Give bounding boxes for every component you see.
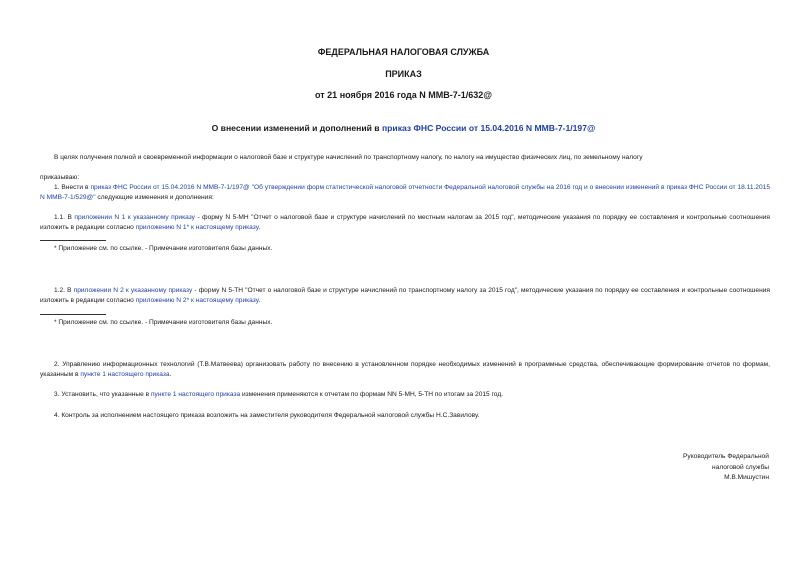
footnote-1: * Приложение см. по ссылке. - Примечание изготовителя базы данных. — [54, 245, 273, 252]
item-1-2 — [40, 286, 770, 306]
item-1-1-link-appendix[interactable]: приложении N 1 к указанному приказу — [74, 214, 195, 221]
item-1-prefix: 1. Внести в — [54, 184, 91, 191]
doc-date-number: от 21 ноября 2016 года N ММВ-7-1/632@ — [315, 90, 492, 100]
intro-paragraph: В целях получения полной и своевременной информации о налоговой базе и структуре начислений по транспортному налогу, по налогу на имущество физических лиц, по земельному налогу — [54, 154, 643, 161]
agency-name: ФЕДЕРАЛЬНАЯ НАЛОГОВАЯ СЛУЖБА — [317, 47, 490, 57]
signature-position: Руководитель Федеральной — [683, 453, 769, 460]
signature-agency: налоговой службы — [712, 463, 769, 471]
item-1-2-text: - форму N 5-ТН "Отчет о налоговой базе и структуре начислений по транспортному налогу за 2015 год", методические указания по порядку ее составления и контрольные соотношения изложить в редакции согласно — [40, 287, 770, 304]
item-4: 4. Контроль за исполнением настоящего приказа возложить на заместителя руководителя Федеральной налоговой службы Н.С.Завилову. — [54, 412, 480, 419]
item-1-1-suffix: . — [258, 224, 261, 231]
item-1-2-link-new-appendix[interactable]: приложению N 2* к настоящему приказу — [135, 297, 259, 304]
item-1-2-suffix: . — [258, 297, 261, 304]
item-1 — [40, 183, 770, 203]
signature-block — [683, 452, 769, 484]
item-2 — [40, 360, 770, 380]
item-1-suffix: следующие изменения и дополнения: — [95, 194, 214, 201]
item-3 — [40, 390, 770, 400]
item-1-2-link-appendix[interactable]: приложении N 2 к указанному приказу — [73, 287, 193, 294]
item-1-1-link-new-appendix[interactable]: приложению N 1* к настоящему приказу — [135, 224, 259, 231]
item-2-link[interactable]: пункте 1 настоящего приказа — [80, 371, 170, 378]
item-1-1-prefix: 1.1. В — [54, 214, 75, 221]
item-3-link[interactable]: пункте 1 настоящего приказа — [150, 391, 241, 398]
signature-name: М.В.Мишустин — [724, 474, 769, 481]
title-link[interactable]: приказ ФНС России от 15.04.2016 N ММВ-7-1/197@ — [381, 123, 596, 133]
doc-type: ПРИКАЗ — [385, 69, 422, 79]
item-3-suffix: изменения применяются к отчетам по формам NN 5-МН, 5-ТН по итогам за 2015 год. — [240, 391, 504, 398]
footnote-divider — [40, 314, 106, 315]
item-2-suffix: . — [169, 371, 172, 378]
item-1-1 — [40, 213, 770, 233]
item-1-1-text: - форму N 5-МН "Отчет о налоговой базе и структуре начислений по местным налогам за 2015 год", методические указания по порядку ее составления и контрольные соотношения изложить в редакции согласно — [40, 214, 771, 231]
item-1-link-title[interactable]: "Об утверждении форм статистической налоговой отчетности Федеральной налоговой службы на 2016 год и о внесении изменений в приказ ФНС России от 18.11.2015 N ММВ-7-1/529@" — [40, 184, 770, 201]
footnote-2: * Приложение см. по ссылке. - Примечание изготовителя базы данных. — [54, 319, 273, 326]
item-2-prefix: 2. Управлению информационных технологий (Т.В.Матвеева) организовать работу по внесению в установленном порядке необходимых изменений в программные средства, обеспечивающие формирование отчетов по формам, указанным в — [40, 361, 770, 378]
footnote-divider — [40, 240, 106, 241]
item-1-link-order[interactable]: приказ ФНС России от 15.04.2016 N ММВ-7-1/197@ — [90, 184, 250, 191]
title-prefix: О внесении изменений и дополнений в — [211, 123, 382, 133]
item-3-prefix: 3. Установить, что указанные в — [54, 391, 151, 398]
document-title — [0, 123, 807, 133]
order-word: приказываю: — [40, 174, 80, 181]
item-1-2-prefix: 1.2. В — [54, 287, 74, 294]
